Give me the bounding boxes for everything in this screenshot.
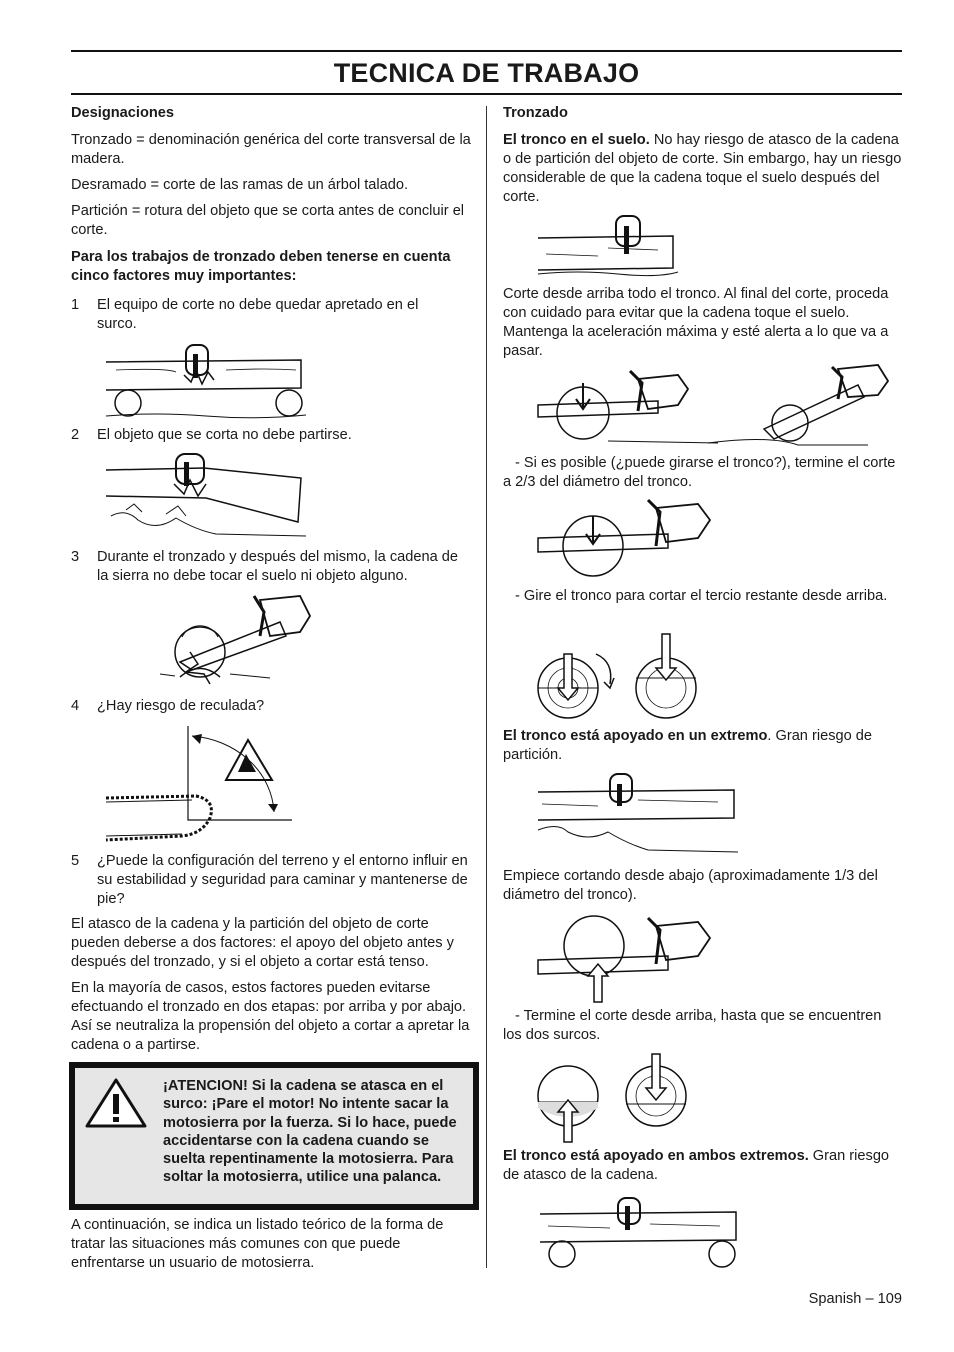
suelo-text: No hay riesgo de atasco de la cadena o de partición del objeto de corte. Sin embargo, hay un riesgo considerable de que la cadena toque el suelo después del corte.: [503, 132, 902, 205]
splitting-log-illustration: [106, 450, 306, 540]
gire-tronco: - Gire el tronco para cortar el tercio restante desde arriba.: [515, 588, 888, 604]
warning-text: ¡ATENCION! Si la cadena se atasca en el surco: ¡Pare el motor! No intente sacar la motosierra por la fuerza. Si lo hace, puede accidentarse con la cadena cuando se suelta repentinamente la motosierra. Para soltar la motosierra, utilice una palanca.: [163, 1078, 457, 1186]
ambos-bold: El tronco está apoyado en ambos extremos.: [503, 1148, 809, 1164]
item-2-number: 2: [71, 427, 80, 443]
def-particion: Partición = rotura del objeto que se corta antes de concluir el corte.: [71, 203, 465, 238]
chain-touching-ground-illustration: [160, 592, 315, 692]
corte-arriba: Corte desde arriba todo el tronco. Al final del corte, proceda con cuidado para evitar que la cadena toque el suelo. Mantenga la aceleración máxima y esté alerta a lo que va a pasar.: [503, 286, 889, 359]
item-5-number: 5: [71, 853, 80, 869]
suelo-bold: El tronco en el suelo.: [503, 132, 650, 148]
designaciones-heading: Designaciones: [71, 105, 175, 121]
warning-box: [69, 1062, 479, 1210]
factors-heading: Para los trabajos de tronzado deben tenerse en cuenta cinco factores muy importantes:: [71, 249, 451, 284]
both-ends-supported-illustration: [540, 1196, 740, 1270]
ambos-paragraph: [503, 1147, 903, 1185]
para-continuacion: A continuación, se indica un listado teórico de la forma de tratar las situaciones más comunes con que puede enfrentarse un usuario de motosierra.: [71, 1217, 444, 1271]
rotate-log-illustration: [534, 632, 714, 724]
two-thirds-cut-illustration: [538, 498, 728, 580]
ambos-text: Gran riesgo de atasco de la cadena.: [503, 1148, 890, 1183]
extremo-bold: El tronco está apoyado en un extremo: [503, 728, 768, 744]
item-3-number: 3: [71, 549, 80, 565]
page-title: TECNICA DE TRABAJO: [333, 58, 640, 88]
item-5-text: ¿Puede la configuración del terreno y el entorno influir en su estabilidad y seguridad para caminar y mantenerse de pie?: [97, 853, 468, 907]
para-atasco: El atasco de la cadena y la partición del objeto de corte pueden deberse a dos factores: el apoyo del objeto antes y después del tronzado, y si el objeto a cortar está tenso.: [71, 916, 454, 970]
column-divider: [486, 106, 487, 1268]
extremo-text: . Gran riesgo de partición.: [503, 728, 873, 763]
item-2-text: El objeto que se corta no debe partirse.: [97, 427, 352, 443]
title-underline: [71, 93, 902, 95]
warning-triangle-icon: [85, 1078, 147, 1128]
def-desramado: Desramado = corte de las ramas de un árbol talado.: [71, 177, 409, 193]
kickback-zone-illustration: [106, 722, 296, 847]
suelo-paragraph: [503, 131, 903, 207]
top-rule: [71, 50, 902, 52]
def-tronzado: Tronzado = denominación genérica del corte transversal de la madera.: [71, 132, 471, 167]
log-on-ground-illustration: [538, 212, 678, 278]
page-footer: Spanish – 109: [808, 1291, 902, 1307]
pinched-chain-illustration: [106, 340, 306, 420]
one-end-supported-illustration: [538, 770, 738, 860]
item-4-text: ¿Hay riesgo de reculada?: [97, 698, 265, 714]
extremo-paragraph: [503, 727, 903, 765]
item-4-number: 4: [71, 698, 80, 714]
tronzado-heading: Tronzado: [503, 105, 568, 121]
item-3-text: Durante el tronzado y después del mismo, la cadena de la sierra no debe tocar el suelo ni objeto alguno.: [97, 549, 459, 584]
item-1-text: El equipo de corte no debe quedar apretado en el surco.: [97, 297, 419, 332]
cuts-meet-illustration: [534, 1052, 694, 1144]
empiece-abajo: Empiece cortando desde abajo (aproximadamente 1/3 del diámetro del tronco).: [503, 868, 878, 903]
si-es-posible: - Si es posible (¿puede girarse el tronco?), termine el corte a 2/3 del diámetro del tronco.: [503, 455, 896, 490]
termine-arriba: - Termine el corte desde arriba, hasta que se encuentren los dos surcos.: [503, 1008, 882, 1043]
top-cut-illustration: [538, 365, 898, 447]
warning-inner: [75, 1068, 473, 1204]
under-cut-illustration: [538, 912, 728, 1004]
para-mayoria: En la mayoría de casos, estos factores pueden evitarse efectuando el tronzado en dos etapas: por arriba y por abajo. Así se neutraliza la propensión del objeto a cortar a apretar la cadena o a partirse.: [71, 980, 470, 1053]
item-1-number: 1: [71, 297, 80, 313]
